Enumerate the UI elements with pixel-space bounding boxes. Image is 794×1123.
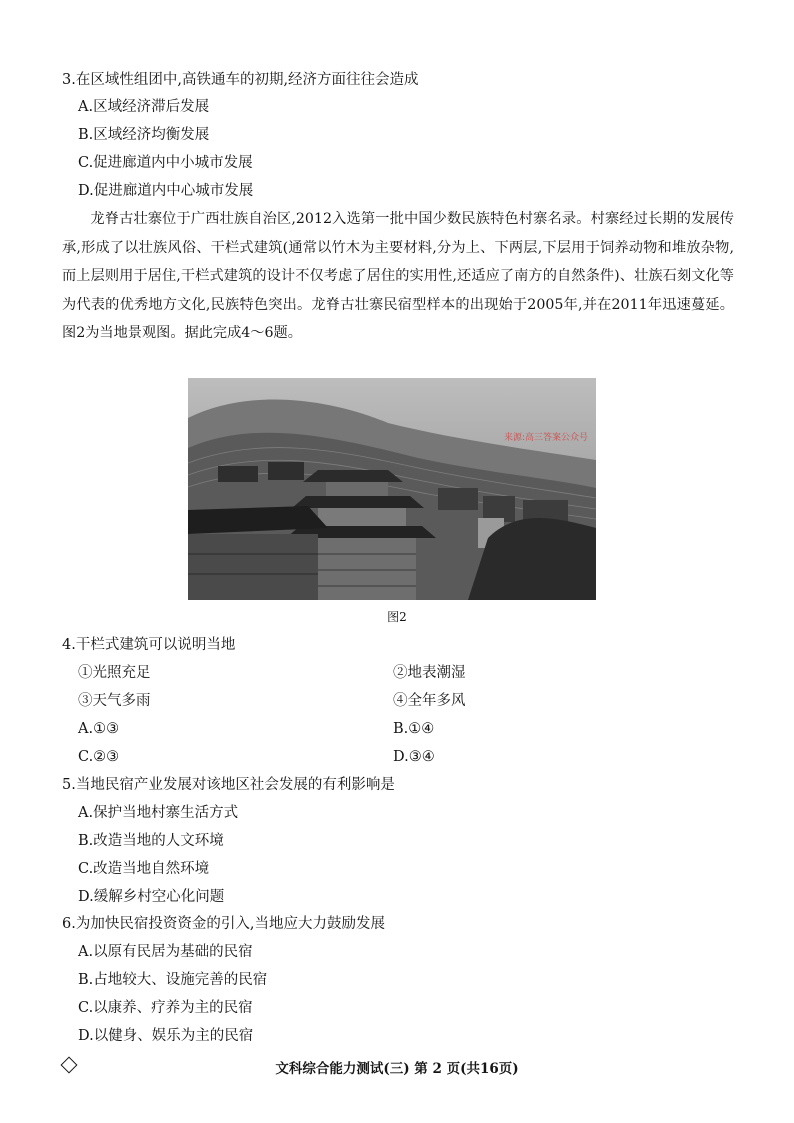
q5-option-a: A.保护当地村寨生活方式 bbox=[78, 805, 239, 821]
village-landscape-photo bbox=[188, 378, 596, 600]
q5-stem: 5.当地民宿产业发展对该地区社会发展的有利影响是 bbox=[62, 777, 395, 793]
q4-stem: 4.干栏式建筑可以说明当地 bbox=[62, 637, 236, 653]
q6-stem: 6.为加快民宿投资资金的引入,当地应大力鼓励发展 bbox=[62, 916, 385, 932]
reading-passage: 龙脊古壮寨位于广西壮族自治区,2012入选第一批中国少数民族特色村寨名录。村寨经过长期的发展传承,形成了以壮族风俗、干栏式建筑(通常以竹木为主要材料,分为上、下两层,下层用于饲养动物和堆放杂物,而上层则用于居住,干栏式建筑的设计不仅考虑了居住的实用性,还适应了南方的自然条件)、壮族石刻文化等为代表的优秀地方文化,民族特色突出。龙脊古壮寨民宿型样本的出现始于2005年,并在2011年迅速蔓延。图2为当地景观图。据此完成4～6题。 bbox=[62, 211, 734, 342]
q3-option-a: A.区域经济滞后发展 bbox=[78, 99, 210, 115]
q5-option-b: B.改造当地的人文环境 bbox=[78, 833, 224, 849]
q5-option-d: D.缓解乡村空心化问题 bbox=[78, 889, 225, 905]
q6-option-a: A.以原有民居为基础的民宿 bbox=[78, 944, 253, 960]
q3-stem: 3.在区域性组团中,高铁通车的初期,经济方面往往会造成 bbox=[62, 72, 419, 88]
q4-item-2: ②地表潮湿 bbox=[393, 665, 466, 681]
q4-item-4: ④全年多风 bbox=[393, 693, 466, 709]
q6-option-b: B.占地较大、设施完善的民宿 bbox=[78, 972, 268, 988]
q4-item-3: ③天气多雨 bbox=[78, 693, 151, 709]
q6-option-d: D.以健身、娱乐为主的民宿 bbox=[78, 1028, 254, 1044]
q3-option-b: B.区域经济均衡发展 bbox=[78, 127, 210, 143]
q3-option-c: C.促进廊道内中小城市发展 bbox=[78, 155, 253, 171]
q4-item-1: ①光照充足 bbox=[78, 665, 151, 681]
figure-caption: 图2 bbox=[387, 610, 407, 624]
q4-option-a: A.①③ bbox=[78, 721, 120, 737]
q4-option-d: D.③④ bbox=[393, 749, 435, 765]
source-watermark: 来源:高三答案公众号 bbox=[503, 433, 588, 443]
q5-option-c: C.改造当地自然环境 bbox=[78, 861, 210, 877]
q6-option-c: C.以康养、疗养为主的民宿 bbox=[78, 1000, 253, 1016]
q4-option-b: B.①④ bbox=[393, 721, 435, 737]
q3-option-d: D.促进廊道内中心城市发展 bbox=[78, 183, 254, 199]
page-footer: 文科综合能力测试(三) 第 2 页(共16页) bbox=[275, 1061, 519, 1077]
q4-option-c: C.②③ bbox=[78, 749, 120, 765]
